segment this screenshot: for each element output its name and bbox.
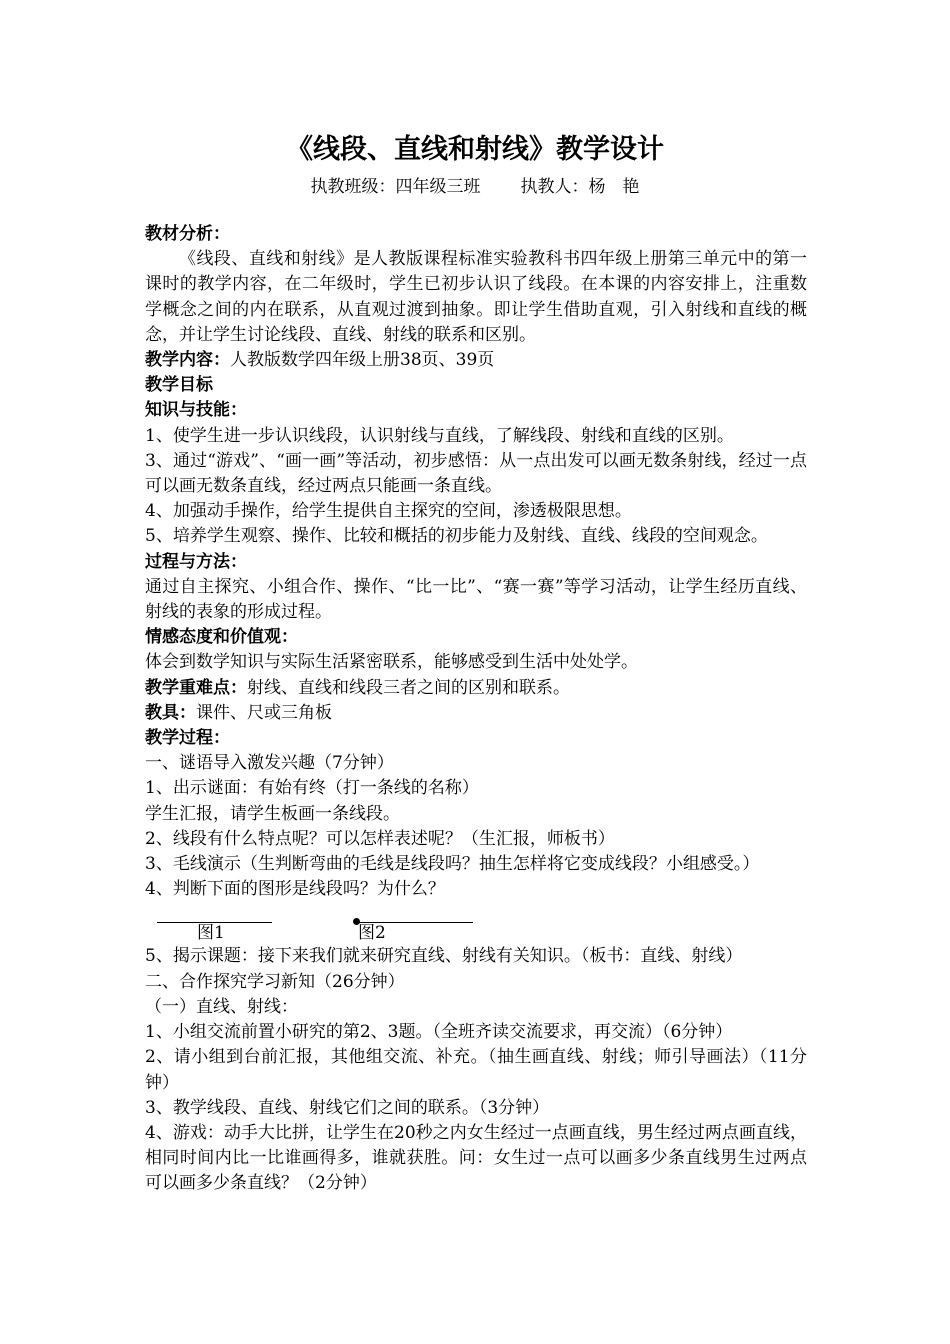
process-method-heading: 过程与方法： [145, 551, 247, 572]
process-line: 1、小组交流前置小研究的第2、3题。（全班齐读交流要求，再交流）（6分钟） [145, 1022, 733, 1043]
tools-heading: 教具： [145, 702, 196, 723]
process-line: 4、判断下面的图形是线段吗？为什么？ [145, 879, 445, 900]
key-points-line [145, 676, 807, 701]
process-line: 1、出示谜面：有始有终（打一条线的名称） [145, 778, 479, 799]
content-heading: 教学内容： [145, 350, 230, 371]
teacher-info: 执教人：杨 艳 [520, 177, 640, 197]
segment-figures [145, 902, 807, 944]
knowledge-item: 3、通过“游戏”、“画一画”等活动，初步感悟：从一点出发可以画无数条射线，经过一点可以画无数条直线，经过两点只能画一条直线。 [145, 450, 807, 497]
goals-heading: 教学目标 [145, 375, 213, 396]
process-line: 3、教学线段、直线、射线它们之间的联系。（3分钟） [145, 1097, 550, 1118]
process-method-text: 通过自主探究、小组合作、操作、“比一比”、“赛一赛”等学习活动，让学生经历直线、射线的表象的形成过程。 [145, 576, 807, 623]
tools-text: 课件、尺或三角板 [196, 702, 332, 723]
process-line: 一、谜语导入激发兴趣（7分钟） [145, 753, 394, 774]
key-points-heading: 教学重难点： [145, 677, 247, 698]
knowledge-item: 5、培养学生观察、操作、比较和概括的初步能力及射线、直线、线段的空间观念。 [145, 526, 768, 547]
content-text: 人教版数学四年级上册38页、39页 [230, 350, 495, 371]
knowledge-item: 4、加强动手操作，给学生提供自主探究的空间，渗透极限思想。 [145, 501, 632, 522]
emotion-heading: 情感态度和价值观： [145, 627, 298, 648]
class-info: 执教班级：四年级三班 [310, 177, 481, 197]
knowledge-heading: 知识与技能： [145, 400, 247, 421]
process-line: 3、毛线演示（生判断弯曲的毛线是线段吗？抽生怎样将它变成线段？小组感受。） [145, 854, 760, 875]
document-subtitle [0, 174, 950, 200]
process-line: 学生汇报，请学生板画一条线段。 [145, 803, 400, 824]
process-line: 2、请小组到台前汇报，其他组交流、补充。（抽生画直线、射线；师引导画法）（11分钟） [145, 1047, 807, 1093]
process-line: （一）直线、射线： [145, 996, 298, 1017]
material-analysis-heading: 教材分析： [145, 224, 230, 244]
figure-1-label: 图1 [197, 923, 225, 944]
process-line: 2、线段有什么特点呢？可以怎样表述呢？（生汇报，师板书） [145, 828, 615, 849]
tools-line [145, 701, 807, 726]
document-title: 《线段、直线和射线》教学设计 [286, 134, 664, 165]
process-line: 二、合作探究学习新知（26分钟） [145, 971, 405, 992]
knowledge-item: 1、使学生进一步认识线段，认识射线与直线，了解线段、射线和直线的区别。 [145, 425, 734, 446]
material-analysis-text: 《线段、直线和射线》是人教版课程标准实验教科书四年级上册第三单元中的第一课时的教学内容，在二年级时，学生已初步认识了线段。在本课的内容安排上，注重数学概念之间的内在联系，从直观过渡到抽象。即让学生借助直观，引入射线和直线的概念，并让学生讨论线段、直线、射线的联系和区别。 [145, 249, 807, 345]
document-body [145, 222, 807, 1197]
figure-2-label: 图2 [358, 923, 386, 944]
emotion-text: 体会到数学知识与实际生活紧密联系，能够感受到生活中处处学。 [145, 652, 638, 673]
process-line: 5、揭示课题：接下来我们就来研究直线、射线有关知识。（板书：直线、射线） [145, 946, 743, 967]
key-points-text: 射线、直线和线段三者之间的区别和联系。 [247, 677, 570, 698]
teaching-process-heading: 教学过程： [145, 728, 230, 749]
content-line [145, 348, 807, 373]
process-line: 4、游戏：动手大比拼，让学生在20秒之内女生经过一点画直线，男生经过两点画直线，相同时间内比一比谁画得多，谁就获胜。问：女生过一点可以画多少条直线男生过两点可以画多少条直线？（2分钟） [145, 1122, 807, 1194]
